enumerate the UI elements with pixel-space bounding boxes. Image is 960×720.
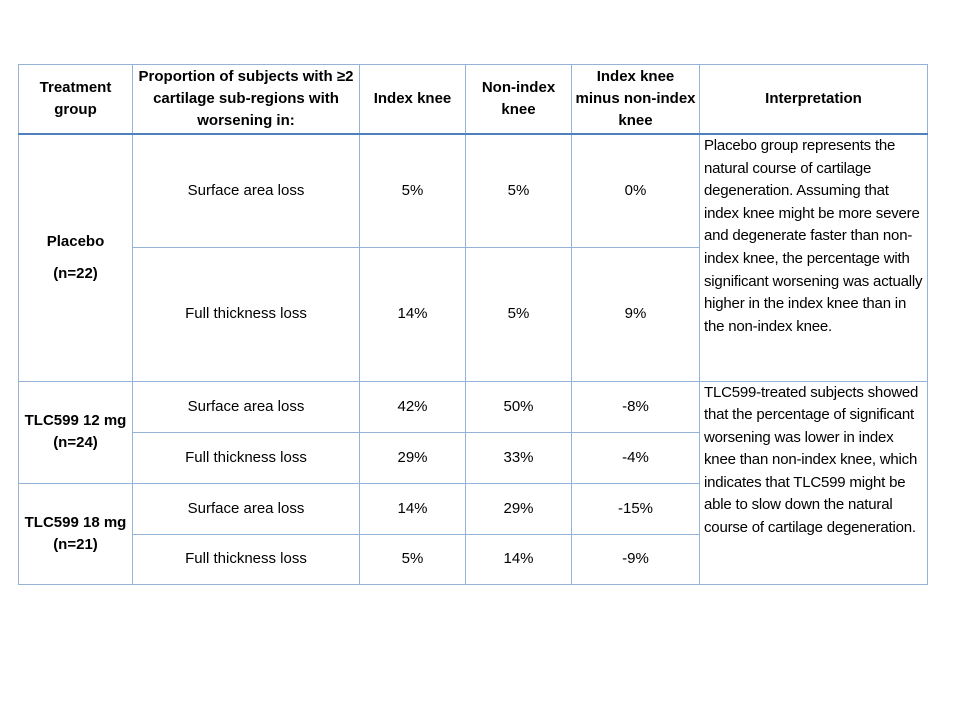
header-row: [19, 65, 928, 135]
index-cell: 5%: [360, 534, 466, 584]
header-proportion: Proportion of subjects with ≥2 cartilage sub-regions with worsening in:: [133, 65, 360, 135]
index-cell: 14%: [360, 483, 466, 534]
group-tlc599-12mg: TLC599 12 mg (n=24): [19, 381, 133, 483]
group-placebo: [19, 134, 133, 381]
measure-cell: Surface area loss: [133, 134, 360, 247]
measure-cell: Full thickness loss: [133, 432, 360, 483]
diff-cell: -4%: [572, 432, 700, 483]
group-n: (n=22): [53, 264, 98, 282]
header-interpretation: Interpretation: [700, 65, 928, 135]
non-index-cell: 33%: [466, 432, 572, 483]
table-row: [19, 381, 928, 432]
non-index-cell: 50%: [466, 381, 572, 432]
header-treatment-group: Treatment group: [19, 65, 133, 135]
diff-cell: -9%: [572, 534, 700, 584]
group-tlc599-18mg: TLC599 18 mg (n=21): [19, 483, 133, 584]
interpretation-placebo: Placebo group represents the natural course of cartilage degeneration. Assuming that index knee might be more severe and degenerate faster than non-index knee, the percentage with significant worsening was actually higher in the index knee than in the non-index knee.: [700, 134, 928, 381]
table-row: [19, 134, 928, 247]
header-non-index-knee: Non-index knee: [466, 65, 572, 135]
index-cell: 42%: [360, 381, 466, 432]
index-cell: 5%: [360, 134, 466, 247]
diff-cell: -15%: [572, 483, 700, 534]
results-table: [18, 64, 928, 585]
header-difference: Index knee minus non-index knee: [572, 65, 700, 135]
non-index-cell: 5%: [466, 134, 572, 247]
header-index-knee: Index knee: [360, 65, 466, 135]
index-cell: 29%: [360, 432, 466, 483]
measure-cell: Full thickness loss: [133, 247, 360, 381]
group-name: Placebo: [46, 232, 105, 250]
diff-cell: 0%: [572, 134, 700, 247]
measure-cell: Surface area loss: [133, 483, 360, 534]
measure-cell: Surface area loss: [133, 381, 360, 432]
interpretation-tlc599: TLC599-treated subjects showed that the percentage of significant worsening was lower in index knee than non-index knee, which indicates that TLC599 might be able to slow down the natural course of cartilage degeneration.: [700, 381, 928, 584]
non-index-cell: 14%: [466, 534, 572, 584]
diff-cell: -8%: [572, 381, 700, 432]
non-index-cell: 29%: [466, 483, 572, 534]
index-cell: 14%: [360, 247, 466, 381]
diff-cell: 9%: [572, 247, 700, 381]
non-index-cell: 5%: [466, 247, 572, 381]
measure-cell: Full thickness loss: [133, 534, 360, 584]
